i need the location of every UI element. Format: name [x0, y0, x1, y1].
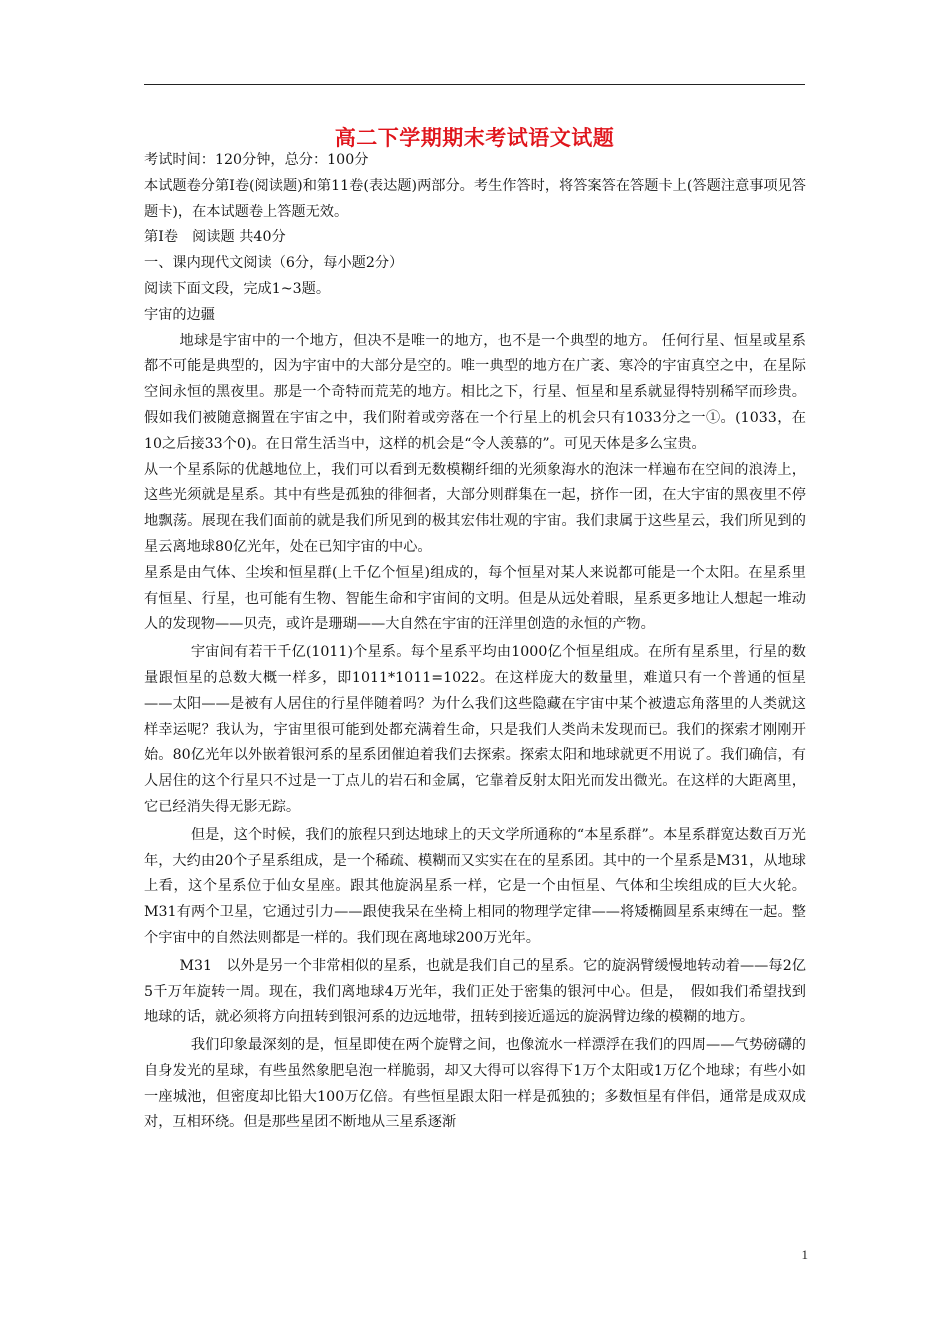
- exam-info: 考试时间：120分钟，总分：100分: [144, 152, 369, 168]
- exam-instructions: 本试题卷分第Ⅰ卷(阅读题)和第11卷(表达题)两部分。考生作答时，将答案答在答题卡上(答题注意事项见答题卡)，在本试题卷上答题无效。: [144, 177, 806, 220]
- task-instruction: 阅读下面文段，完成1~3题。: [144, 280, 331, 297]
- passage-paragraph: 我们印象最深刻的是，恒星即使在两个旋臂之间，也像流水一样漂浮在我们的四周——气势磅礴的自身发光的星球，有些虽然象肥皂泡一样脆弱，却又大得可以容得下1万个太阳或1万亿个地球；有些小如一座城池，但密度却比铅大100万亿倍。有些恒星跟太阳一样是孤独的；多数恒星有伴侣，通常是成双成对，互相环绕。但是那些星团不断地从三星系逐渐: [144, 1037, 806, 1131]
- passage-paragraph: 星系是由气体、尘埃和恒星群(上千亿个恒星)组成的，每个恒星对某人来说都可能是一个太阳。在星系里有恒星、行星，也可能有生物、智能生命和宇宙间的文明。但是从远处着眼，星系更多地让人想起一堆动人的发现物——贝壳，或许是珊瑚——大自然在宇宙的汪洋里创造的永恒的产物。: [144, 564, 806, 633]
- document-body: [144, 148, 806, 1136]
- passage-paragraph: 但是，这个时候，我们的旅程只到达地球上的天文学所通称的“本星系群”。本星系群宽达数百万光年，大约由20个子星系组成，是一个稀疏、模糊而又实实在在的星系团。其中的一个星系是M31，从地球上看，这个星系位于仙女星座。跟其他旋涡星系一样，它是一个由恒星、气体和尘埃组成的巨大火轮。M31有两个卫星，它通过引力——跟使我呆在坐椅上相同的物理学定律——将矮椭圆星系束缚在一起。整个宇宙中的自然法则都是一样的。我们现在离地球200万光年。: [144, 826, 806, 946]
- volume-heading: 第Ⅰ卷 阅读题 共40分: [144, 229, 286, 246]
- passage-paragraph: 从一个星系际的优越地位上，我们可以看到无数模糊纤细的光须象海水的泡沫一样遍布在空间的浪涛上，这些光须就是星系。其中有些是孤独的徘徊者，大部分则群集在一起，挤作一团，在大宇宙的黑夜里不停地飘荡。展现在我们面前的就是我们所见到的极其宏伟壮观的宇宙。我们隶属于这些星云，我们所见到的星云离地球80亿光年，处在已知宇宙的中心。: [144, 461, 806, 555]
- passage-paragraph: 地球是宇宙中的一个地方，但决不是唯一的地方，也不是一个典型的地方。 任何行星、恒星或星系都不可能是典型的，因为宇宙中的大部分是空的。唯一典型的地方在广袤、寒冷的宇宙真空之中，在星际空间永恒的黑夜里。那是一个奇特而荒芜的地方。相比之下，行星、恒星和星系就显得特别稀罕而珍贵。假如我们被随意搁置在宇宙之中，我们附着或旁落在一个行星上的机会只有1033分之一①。(1033，在10之后接33个0)。在日常生活当中，这样的机会是“令人羡慕的”。可见天体是多么宝贵。: [144, 332, 806, 452]
- passage-paragraph: M31 以外是另一个非常相似的星系，也就是我们自己的星系。它的旋涡臂缓慢地转动着——每2亿5千万年旋转一周。现在，我们离地球4万光年，我们正处于密集的银河中心。但是， 假如我们希望找到地球的话，就必须将方向扭转到银河系的边远地带，扭转到接近遥远的旋涡臂边缘的模糊的地方。: [144, 957, 806, 1026]
- passage-title: 宇宙的边疆: [144, 306, 215, 323]
- section-heading: 一、课内现代文阅读（6分，每小题2分）: [144, 255, 404, 272]
- header-rule: [144, 84, 805, 85]
- page-title: 高二下学期期末考试语文试题: [334, 125, 615, 150]
- passage-paragraph: 宇宙间有若干千亿(1011)个星系。每个星系平均由1000亿个恒星组成。在所有星系里，行星的数量跟恒星的总数大概一样多，即1011*1011=1022。在这样庞大的数量里，难道只有一个普通的恒星——太阳——是被有人居住的行星伴随着吗？为什么我们这些隐藏在宇宙中某个被遗忘角落里的人类就这样幸运呢？我认为，宇宙里很可能到处都充满着生命，只是我们人类尚未发现而已。我们的探索才刚刚开始。80亿光年以外嵌着银河系的星系团催迫着我们去探索。探索太阳和地球就更不用说了。我们确信，有人居住的这个行星只不过是一丁点儿的岩石和金属，它靠着反射太阳光而发出微光。在这样的大距离里，它已经消失得无影无踪。: [144, 644, 806, 815]
- page-number: 1: [801, 1247, 808, 1262]
